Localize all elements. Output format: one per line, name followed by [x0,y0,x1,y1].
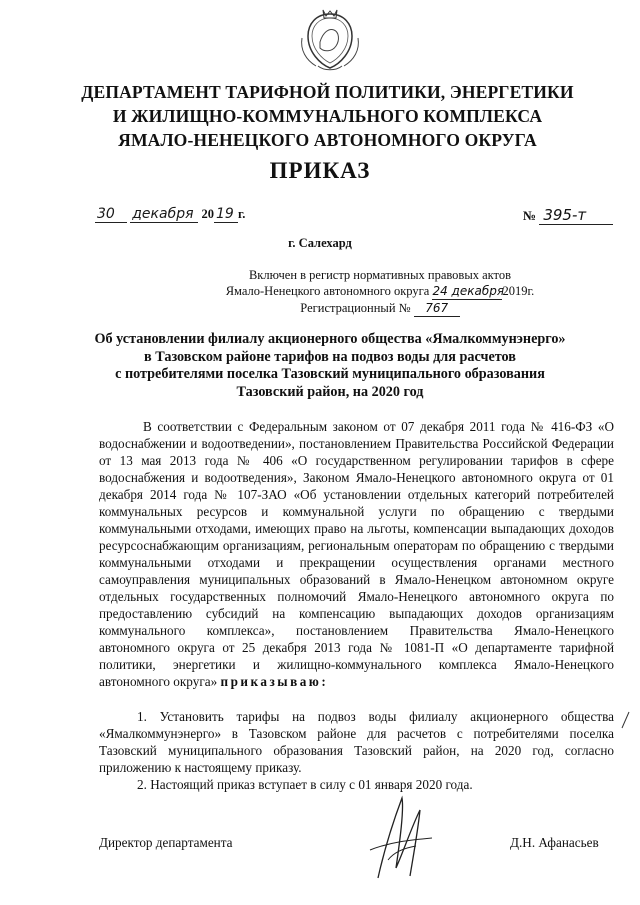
registry-line-2 [190,283,570,300]
department-line-3: ЯМАЛО-НЕНЕЦКОГО АВТОНОМНОГО ОКРУГА [118,130,537,150]
date-day: 30 [95,206,127,223]
signatory-name: Д.Н. Афанасьев [510,835,599,850]
registry-number-label: Регистрационный № [300,301,411,315]
department-line-2: И ЖИЛИЩНО-КОММУНАЛЬНОГО КОМПЛЕКСА [112,106,543,126]
coat-of-arms-icon [296,8,364,74]
city: г. Салехард [288,236,352,250]
date-year-suffix: 19 [214,206,238,223]
preamble-paragraph [99,418,614,690]
document-date [95,206,245,223]
number-value: 395-т [539,206,613,225]
preamble [99,418,614,690]
department-name [70,80,585,152]
order-title [60,331,600,401]
registry-line-1: Включен в регистр нормативных правовых актов [248,268,512,282]
registry-date: 24 декабря [432,284,505,298]
order-items [99,708,614,793]
title-line-4: Тазовский район, на 2020 год [236,383,424,400]
title-line-2: в Тазовском районе тарифов на подвоз воды для расчетов [144,348,516,365]
document-type: ПРИКАЗ [269,158,371,183]
signature-icon [360,790,440,885]
date-year-prefix: 20 [201,207,214,221]
preamble-text: В соответствии с Федеральным законом от 07 декабря 2011 года № 416-ФЗ «О водоснабжении и водоотведении», постановлением Правительства Российской Федерации от 13 мая 2013 года № 406 «О государственном регулировании тарифов в сфере водоснабжения и водоотведения», Законом Ямало-Ненецкого автономного округа от 01 декабря 2014 года № 107-ЗАО «Об установлении отдельных категорий потребителей коммунальных ресурсов и коммунальной услуги по обращению с твердыми коммунальными отходами, имеющих право на льготы, компенсации выпадающих доходов ресурсоснабжающим организациям, региональным операторам по обращению с твердыми коммунальными отходами и прекращении осуществления органами местного самоуправления муниципальных образований в Ямало-Ненецком автономном округе отдельных государственных полномочий Ямало-Ненецкого автономного округа по предоставлению субсидий на компенсацию выпадающих доходов организациям коммунального комплекса», постановлением Правительства Ямало-Ненецкого автономного округа от 25 декабря 2013 года № 1081-П «О департаменте тарифной политики, энергетики и жилищно-коммунального комплекса Ямало-Ненецкого автономного округа» [99,419,614,689]
order-word: приказываю: [220,674,329,689]
margin-mark-icon [617,710,633,730]
date-month: декабря [130,206,198,223]
registry-region: Ямало-Ненецкого автономного округа [225,284,430,298]
registry-note [190,267,570,317]
number-label: № [523,208,537,223]
order-item-1: 1. Установить тарифы на подвоз воды филиалу акционерного общества «Ямалкоммунэнерго» в Тазовском районе для расчетов с потребителями поселка Тазовский муниципального образования Тазовский район, на 2020 год, согласно приложению к настоящему приказу. [99,709,614,775]
registry-year: 2019г. [502,284,535,298]
title-line-3: с потребителями поселка Тазовский муниципального образования [115,366,545,382]
signatory-position: Директор департамента [99,835,233,850]
document-number [523,206,613,225]
registry-number: 767 [414,300,460,317]
date-year-end: г. [238,207,246,221]
title-line-1: Об установлении филиалу акционерного общества «Ямалкоммунэнерго» [94,331,566,347]
registry-line-3 [190,300,570,317]
order-item-2: 2. Настоящий приказ вступает в силу с 01 января 2020 года. [137,777,473,792]
department-line-1: ДЕПАРТАМЕНТ ТАРИФНОЙ ПОЛИТИКИ, ЭНЕРГЕТИКИ [81,82,574,102]
